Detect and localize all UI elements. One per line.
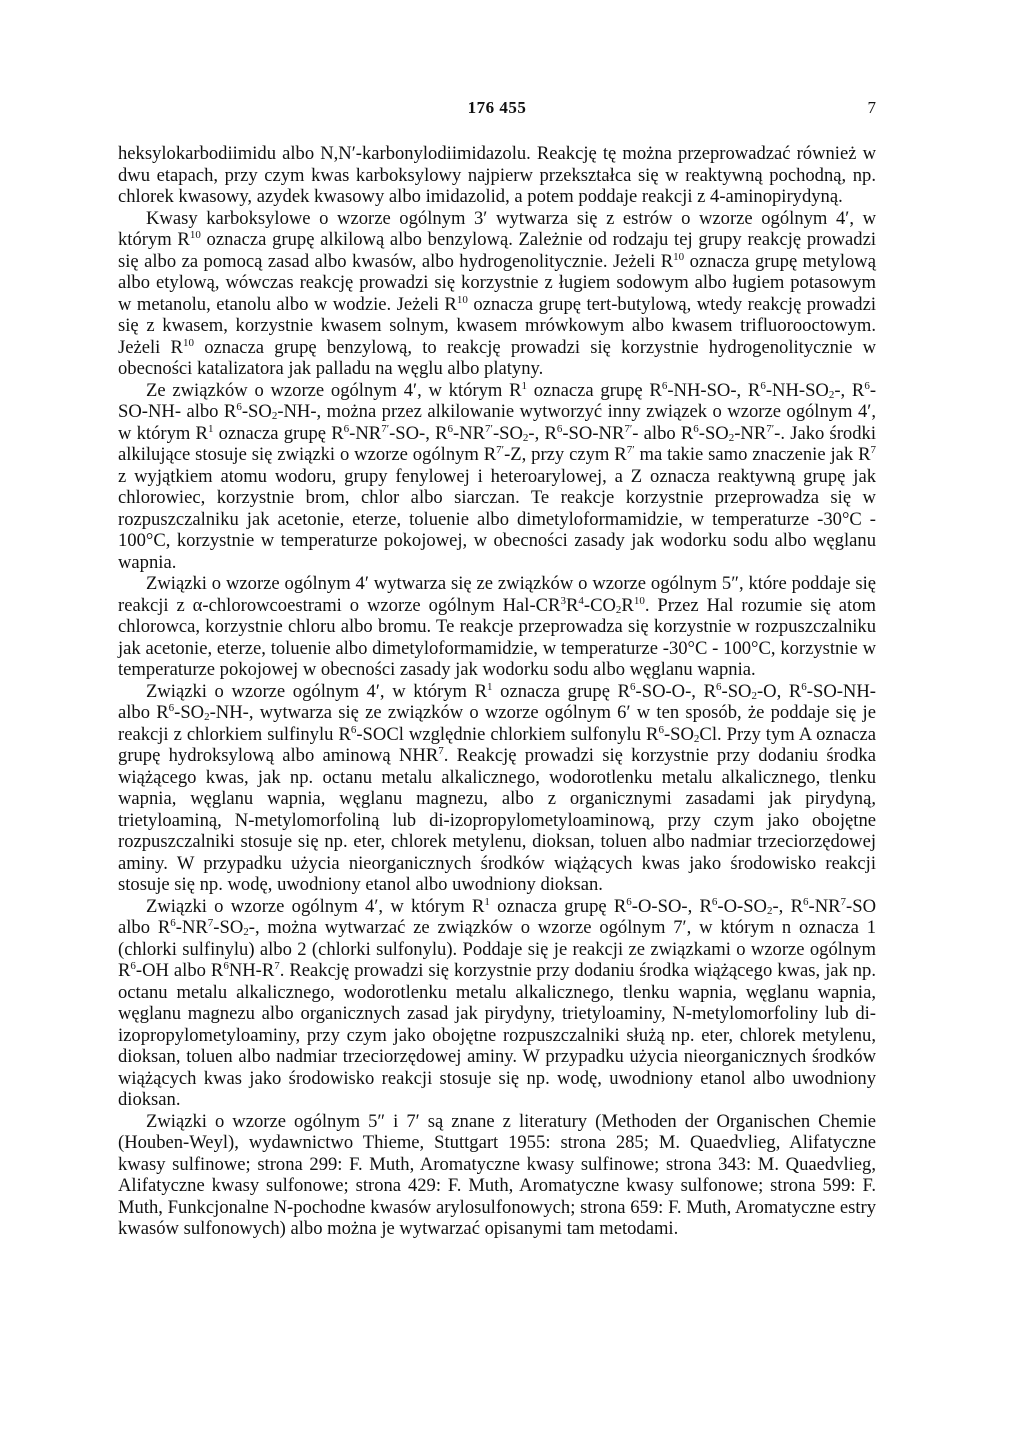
text-run: -SO albo R — [118, 895, 876, 938]
text-run: -SO-NR — [562, 422, 625, 444]
paragraph — [118, 681, 876, 896]
text-run: oznacza grupę R — [492, 680, 631, 702]
superscript: 10 — [189, 229, 201, 241]
subscript: 2 — [204, 711, 210, 723]
superscript: 6 — [447, 422, 453, 435]
superscript: 6 — [236, 401, 242, 413]
text-run: oznacza grupę R — [213, 422, 344, 444]
text-run: -SO — [663, 723, 694, 745]
text-run: -NH-, wytwarza się ze związków o wzorze ogólnym 6′ w ten sposób, że poddaje się je reakcji z chlorkiem sulfinylu R — [118, 702, 876, 745]
superscript: 1 — [484, 895, 490, 908]
paragraph — [118, 143, 876, 208]
superscript: 7 — [274, 960, 280, 972]
text-run: -SOCl względnie chlorkiem sulfonylu R — [356, 723, 659, 745]
text-run: ma takie samo znaczenie jak R — [634, 444, 871, 465]
text-run: -, R — [772, 895, 803, 917]
text-run: -SO-, R — [389, 422, 448, 444]
text-run: Związki o wzorze ogólnym 4′ wytwarza się ze związków o wzorze ogólnym 5″, które poddaje się reakcji z α-chlorowcoestrami o wzorze ogólnym Hal-CR — [118, 573, 876, 616]
text-run: oznacza grupę alkilową albo benzylową. Zależnie od rodzaju tej grupy reakcję prowadzi się albo za pomocą zasad albo kwasów, albo hydrogenolitycznie. Jeżeli R — [118, 229, 877, 272]
text-run: -NH-SO — [765, 379, 829, 401]
text-run: oznacza grupę R — [489, 895, 627, 917]
subscript: 2 — [766, 904, 773, 917]
superscript: 6 — [658, 723, 664, 736]
text-run: oznacza grupę metylową albo etylową, wówczas reakcję prowadzi się korzystnie z ługiem sodowym albo ługiem potasowym w metanolu, etanolu albo w wodzie. Jeżeli R — [118, 250, 876, 315]
superscript: 6 — [801, 680, 807, 693]
subscript: 2 — [828, 388, 835, 401]
superscript: 6 — [693, 422, 699, 435]
text-run: z wyjątkiem atomu wodoru, grupy fenylowej i heteroarylowej, a Z oznacza reaktywną grupę jak chlorowiec, korzystnie brom, chlor albo siarczan. Te reakcje korzystnie przeprowadza się w rozpuszczalniku jak acetonie, eterze, toluenie albo dimetyloformamidzie, w temperaturze -30°C - 100°C, korzystnie w temperaturze pokojowej, w obecności zasady jak wodorku sodu albo węglanu wapnia. — [118, 465, 876, 573]
text-run: -CO — [583, 594, 616, 616]
text-run: . Reakcję prowadzi się korzystnie przy dodaniu środka wiążącego kwas, jak np. octanu metalu alkalicznego, wodorotlenku metalu alkalicznego, tlenku wapnia, węglanu wapnia, węglanu magnezu albo organicznych zasad jak pirydyny, trietyloaminy, N-metylomorfoliny lub di-izopropylometyloaminy, przy czym jako obojętne rozpuszczalniki służą np. eter, chlorek metylenu, dioksan, toluen albo nadmiar trzeciorzędowej aminy. W przypadku użycia nieorganicznych środków wiążących kwas jako środowisko reakcji stosuje się np. wodę, uwodniony etanol albo uwodniony dioksan. — [118, 960, 876, 1110]
text-run: -NH-, można przez alkilowanie wytworzyć inny związek o wzorze ogólnym 4′, w którym R — [118, 401, 876, 444]
subscript: 2 — [615, 603, 622, 616]
text-run: -SO — [721, 680, 752, 702]
superscript: 6 — [556, 422, 563, 435]
text-run: -SO — [492, 422, 523, 444]
text-run: -OH albo R — [135, 960, 224, 981]
superscript: 6 — [130, 960, 136, 972]
superscript: 6 — [626, 895, 632, 908]
text-run: -NR — [453, 422, 486, 444]
page-number: 7 — [867, 98, 876, 117]
text-run: -O, R — [756, 680, 802, 702]
paragraph — [118, 573, 876, 681]
text-run: -SO — [174, 702, 205, 723]
text-run: -SO-NH- albo R — [118, 379, 877, 422]
text-run: -Z, przy czym R — [504, 444, 627, 465]
body-text — [118, 143, 876, 1240]
text-run: -SO — [698, 422, 729, 444]
text-run: -SO — [241, 401, 272, 422]
text-run: Związki o wzorze ogólnym 4′, w którym R — [146, 680, 488, 702]
superscript: 1 — [207, 422, 214, 435]
text-run: oznacza grupę benzylową, to reakcję prowadzi się korzystnie hydrogenolitycznie w obecności katalizatora jak palladu na węglu albo platyny. — [118, 336, 876, 379]
text-run: oznacza grupę tert-butylową, wtedy reakcję prowadzi się z kwasem, korzystnie kwasem solnym, kwasem mrówkowym albo kwasem trifluorooctowym. Jeżeli R — [118, 293, 876, 358]
superscript: 6 — [350, 723, 357, 736]
text-run: . Przez Hal rozumie się atom chlorowca, korzystnie chloru albo bromu. Te reakcje przeprowadza się korzystnie w rozpuszczalniku jak acetonie, eterze, toluenie albo dimetyloformamidzie, w temperaturze -30°C - 100°C, korzystnie w temperaturze pokojowej w obecności zasady jak wodorku sodu albo węglanu wapnia. — [118, 594, 876, 680]
superscript: 10 — [673, 250, 685, 263]
subscript: 2 — [243, 926, 249, 938]
subscript: 2 — [271, 410, 278, 422]
text-run: oznacza grupę R — [527, 379, 662, 401]
subscript: 2 — [522, 431, 529, 444]
superscript: 7′ — [626, 444, 635, 456]
superscript: 6 — [343, 422, 350, 435]
superscript: 10 — [633, 594, 645, 607]
text-run: -SO — [213, 917, 244, 938]
text-run: NH-R — [228, 960, 275, 981]
superscript: 7 — [870, 444, 876, 456]
superscript: 6 — [716, 680, 722, 693]
text-run: R — [565, 594, 579, 616]
text-run: R — [621, 594, 634, 616]
superscript: 6 — [864, 379, 870, 392]
superscript: 10 — [456, 293, 468, 306]
text-run: -NR — [808, 895, 841, 917]
text-run: Ze związków o wzorze ogólnym 4′, w którym R — [146, 379, 522, 401]
superscript: 6 — [630, 680, 636, 693]
text-run: -O-SO-, R — [631, 895, 712, 917]
text-run: Związki o wzorze ogólnym 4′, w którym R — [146, 895, 485, 917]
superscript: 7 — [207, 917, 214, 929]
text-run: . Reakcję prowadzi się korzystnie przy dodaniu środka wiążącego kwas, jak np. octanu metalu alkalicznego, wodorotlenku metalu alkalicznego, tlenku wapnia, węglanu wapnia, węglanu magnezu, albo z organicznymi zasadami jak pirydyną, trietyloaminą, N-metylomorfoliną lub di-izopropylometyloaminową, przy czym jako obojętne rozpuszczalniki stosuje się np. eter, chlorek metylenu, dioksan, toluen albo nadmiar trzeciorzędowej aminy. W przypadku użycia nieorganicznych środków wiążących kwas jako środowisko reakcji stosuje się np. wodę, uwodniony etanol albo uwodniony dioksan. — [118, 745, 876, 895]
text-run: -, R — [528, 422, 557, 444]
superscript: 7′ — [766, 422, 775, 435]
text-run: -, R — [834, 379, 865, 401]
page-header — [118, 98, 876, 124]
superscript: 1 — [487, 680, 493, 693]
patent-number: 176 455 — [467, 98, 527, 117]
superscript: 7′ — [381, 422, 390, 435]
text-run: -NR — [175, 917, 208, 938]
superscript: 1 — [521, 379, 528, 392]
superscript: 6 — [661, 379, 668, 392]
paragraph — [118, 208, 876, 380]
text-run: -. Jako środki alkilujące stosuje się związki o wzorze ogólnym R — [118, 422, 876, 465]
text-run: -NR — [349, 422, 382, 444]
subscript: 2 — [751, 689, 757, 702]
text-run: -NH-SO-, R — [667, 379, 761, 401]
text-run: -, można wytwarzać ze związków o wzorze ogólnym 7′, w którym n oznacza 1 (chlorki sulfinylu) albo 2 (chlorki sulfonylu). Poddaje się je reakcji ze związkami o wzorze ogólnym R — [118, 917, 876, 981]
text-run: -NR — [734, 422, 767, 444]
text-run: heksylokarbodiimidu albo N,N′-karbonylodiimidazolu. Reakcję tę można przeprowadzać również w dwu etapach, przy czym kwas karboksylowy najpierw przekształca się w reaktywną pochodną, np. chlorek kwasowy, azydek kwasowy albo imidazolid, a potem poddaje reakcji z 4-aminopirydyną. — [118, 143, 876, 207]
superscript: 6 — [170, 917, 176, 929]
superscript: 7 — [840, 895, 847, 908]
superscript: 7′ — [485, 422, 493, 435]
superscript: 3 — [560, 594, 566, 607]
text-run: Cl. Przy tym A oznacza grupę hydroksylową albo aminową NHR — [118, 723, 876, 766]
superscript: 7′ — [624, 422, 633, 435]
text-run: Związki o wzorze ogólnym 5″ i 7′ są znane z literatury (Methoden der Organischen Chemie (Houben-Weyl), wydawnictwo Thieme, Stuttgart 1955: strona 285; M. Quaedvlieg, Alifatyczne kwasy sulfinowe; strona 299: F. Muth, Aromatyczne kwasy sulfinowe; strona 343: M. Quaedvlieg, Alifatyczne kwasy sulfonowe; strona 429: F. Muth, Aromatyczne kwasy sulfonowe; strona 599: F. Muth, Funkcjonalne N-pochodne kwasów arylosulfonowych; strona 659: F. Muth, Aromatyczne estry kwasów sulfonowych) albo można je wytwarzać opisanymi tam metodami. — [118, 1110, 876, 1239]
superscript: 4 — [578, 594, 584, 607]
superscript: 6 — [803, 895, 809, 908]
subscript: 2 — [693, 732, 700, 745]
superscript: 6 — [760, 379, 766, 392]
superscript: 6 — [711, 895, 718, 908]
text-run: Kwasy karboksylowe o wzorze ogólnym 3′ wytwarza się z estrów o wzorze ogólnym 4′, w którym R — [118, 207, 876, 250]
text-run: - albo R — [632, 422, 694, 444]
text-run: -SO-O-, R — [635, 680, 716, 702]
paragraph — [118, 896, 876, 1111]
superscript: 7 — [438, 745, 444, 757]
superscript: 7′ — [496, 444, 505, 456]
superscript: 10 — [182, 336, 194, 349]
paragraph — [118, 1111, 876, 1240]
superscript: 6 — [168, 702, 175, 714]
subscript: 2 — [728, 431, 735, 444]
superscript: 6 — [223, 960, 229, 972]
text-run: -SO-NH- albo R — [118, 680, 876, 723]
paragraph — [118, 380, 876, 574]
text-run: -O-SO — [717, 895, 767, 917]
